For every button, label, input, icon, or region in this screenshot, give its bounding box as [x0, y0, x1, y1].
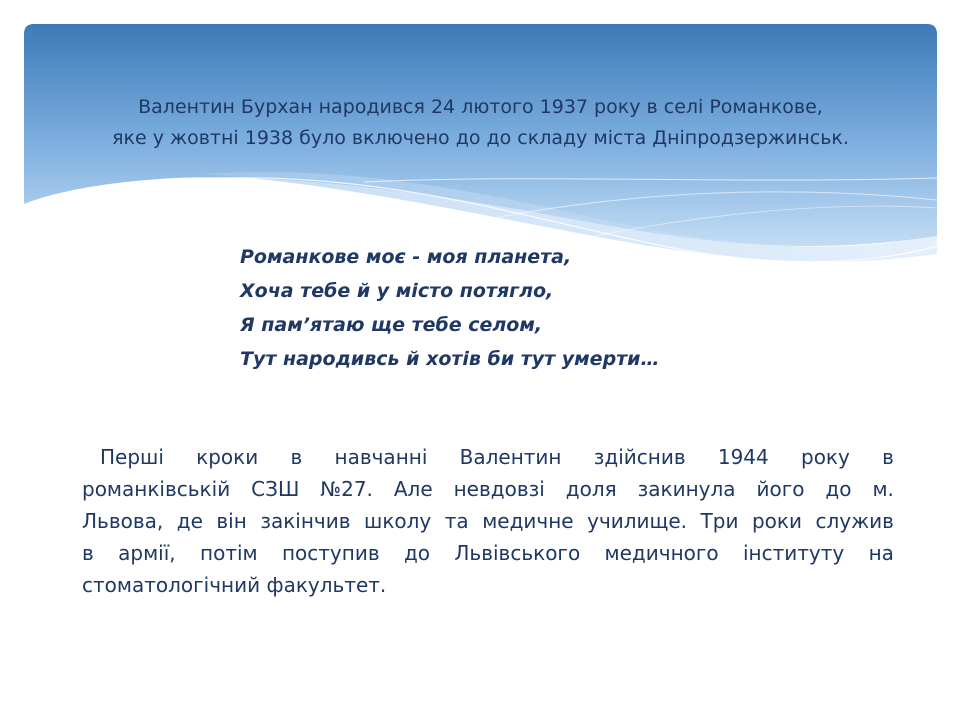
- body-word: на: [868, 541, 894, 565]
- body-word: служив: [815, 509, 894, 533]
- body-word: Валентин: [459, 445, 562, 469]
- body-line-1: [82, 441, 894, 473]
- poem-line-4: Тут народивсь й хотів би тут умерти…: [240, 348, 660, 370]
- body-word: медичного: [604, 541, 719, 565]
- body-word: СЗШ: [251, 477, 300, 501]
- body-word: армії,: [118, 541, 176, 565]
- body-word: інституту: [742, 541, 845, 565]
- body-word: в: [882, 445, 894, 469]
- body-word: романківській: [82, 477, 231, 501]
- body-line-5: [82, 569, 894, 601]
- poem-line-3: Я пам’ятаю ще тебе селом,: [240, 314, 543, 336]
- body-word: доля: [565, 477, 617, 501]
- poem-line-1: Романкове моє - моя планета,: [240, 246, 572, 268]
- title-line-2: яке у жовтні 1938 було включено до до складу міста Дніпродзержинськ.: [112, 127, 849, 149]
- body-line-3: [82, 505, 894, 537]
- body-word: до: [403, 541, 431, 565]
- body-word: поступив: [281, 541, 380, 565]
- body-word: Львівського: [454, 541, 581, 565]
- body-paragraph: [82, 441, 894, 601]
- body-word: кроки: [196, 445, 259, 469]
- body-word: училище.: [587, 509, 688, 533]
- body-word: потім: [200, 541, 258, 565]
- body-word: закинула: [637, 477, 736, 501]
- body-word: року: [801, 445, 850, 469]
- body-word: до: [825, 477, 852, 501]
- body-word: в: [82, 541, 94, 565]
- body-word: Три: [700, 509, 739, 533]
- body-line-4: [82, 537, 894, 569]
- body-word: медичне: [482, 509, 574, 533]
- body-word: в: [290, 445, 303, 469]
- body-word: де: [176, 509, 203, 533]
- body-word: школу: [364, 509, 432, 533]
- body-word: 1944: [717, 445, 769, 469]
- poem-quote: [240, 240, 800, 376]
- body-word: його: [756, 477, 805, 501]
- body-word: стоматологічний: [82, 573, 261, 597]
- body-word: факультет.: [266, 573, 387, 597]
- body-word: та: [444, 509, 469, 533]
- body-word: роки: [751, 509, 802, 533]
- body-word: Львова,: [82, 509, 164, 533]
- body-word: м.: [872, 477, 894, 501]
- body-word: здійснив: [593, 445, 686, 469]
- poem-line-2: Хоча тебе й у місто потягло,: [240, 280, 554, 302]
- body-word: він: [216, 509, 247, 533]
- body-word: закінчив: [260, 509, 351, 533]
- body-word: Але: [393, 477, 433, 501]
- slide-title: [24, 92, 937, 154]
- body-line-2: [82, 473, 894, 505]
- body-word: невдовзі: [453, 477, 545, 501]
- body-word: навчанні: [334, 445, 428, 469]
- body-word: Перші: [100, 445, 164, 469]
- title-line-1: Валентин Бурхан народився 24 лютого 1937 року в селі Романкове,: [138, 96, 823, 118]
- body-word: №27.: [320, 477, 373, 501]
